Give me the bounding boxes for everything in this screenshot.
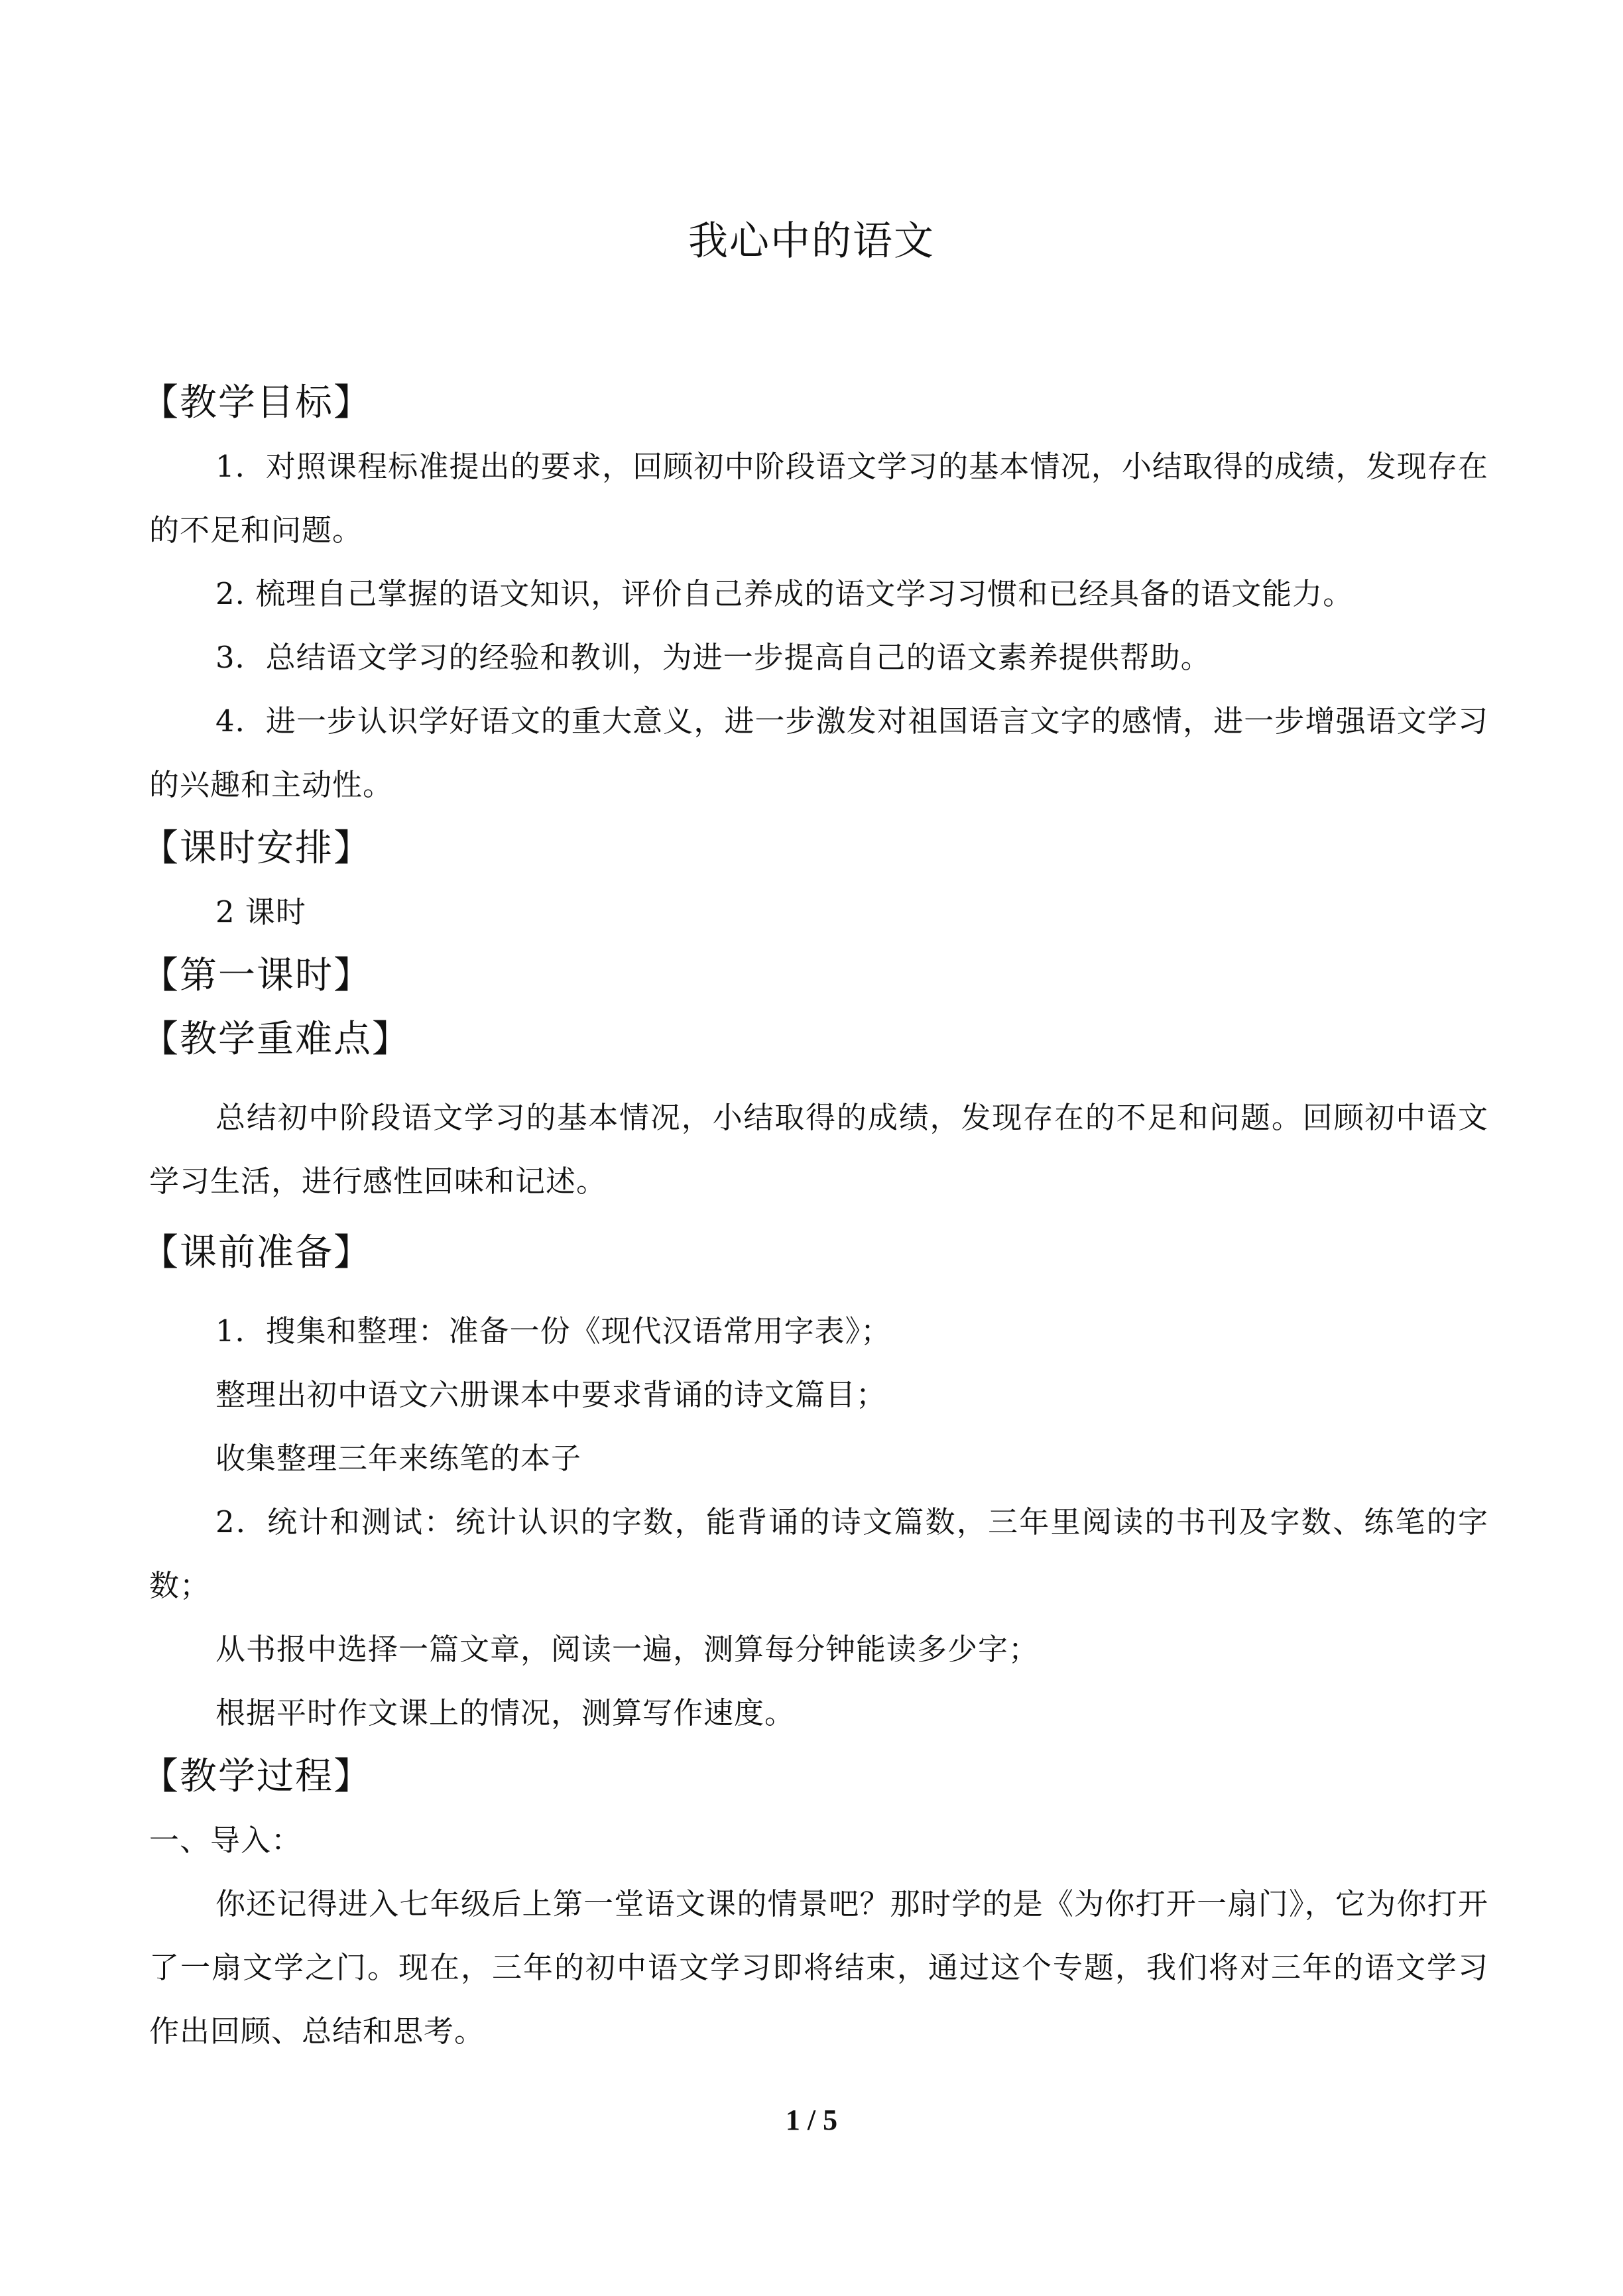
preparation-item: 从书报中选择一篇文章，阅读一遍，测算每分钟能读多少字；	[215, 1632, 1040, 1667]
key-points-text: 总结初中阶段语文学习的基本情况，小结取得的成绩，发现存在的不足和问题。回顾初中语文学习生活，进行感性回味和记述。	[149, 1100, 1488, 1199]
objective-item: 1．对照课程标准提出的要求，回顾初中阶段语文学习的基本情况，小结取得的成绩，发现存在的不足和问题。	[149, 449, 1488, 548]
preparation-item: 根据平时作文课上的情况，测算写作速度。	[215, 1695, 796, 1730]
objective-item: 4．进一步认识学好语文的重大意义，进一步激发对祖国语言文字的感情，进一步增强语文学习的兴趣和主动性。	[149, 703, 1488, 802]
preparation-heading: 【课前准备】	[141, 1231, 372, 1274]
intro-text: 你还记得进入七年级后上第一堂语文课的情景吧？那时学的是《为你打开一扇门》，它为你打开了一扇文学之门。现在，三年的初中语文学习即将结束，通过这个专题，我们将对三年的语文学习作出回顾、总结和思考。	[149, 1886, 1488, 2049]
page-number: 1 / 5	[785, 2104, 838, 2136]
document-body	[141, 371, 1488, 2063]
process-heading: 【教学过程】	[141, 1755, 372, 1798]
preparation-item: 1．搜集和整理：准备一份《现代汉语常用字表》；	[215, 1313, 892, 1349]
first-lesson-heading: 【第一课时】	[141, 954, 372, 997]
preparation-item: 收集整理三年来练笔的本子	[215, 1441, 582, 1476]
document-title: 我心中的语文	[688, 218, 935, 265]
preparation-item: 整理出初中语文六册课本中要求背诵的诗文篇目；	[215, 1377, 887, 1412]
objectives-heading: 【教学目标】	[141, 381, 372, 424]
objective-item: 3．总结语文学习的经验和教训，为进一步提高自己的语文素养提供帮助。	[215, 640, 1211, 675]
preparation-item: 2．统计和测试：统计认识的字数，能背诵的诗文篇数，三年里阅读的书刊及字数、练笔的字数；	[149, 1504, 1488, 1603]
schedule-heading: 【课时安排】	[141, 827, 372, 870]
intro-label: 一、导入：	[149, 1823, 302, 1858]
objective-item: 2. 梳理自己掌握的语文知识，评价自己养成的语文学习习惯和已经具备的语文能力。	[215, 576, 1354, 611]
key-points-heading: 【教学重难点】	[141, 1018, 410, 1061]
schedule-text: 2 课时	[215, 894, 306, 930]
